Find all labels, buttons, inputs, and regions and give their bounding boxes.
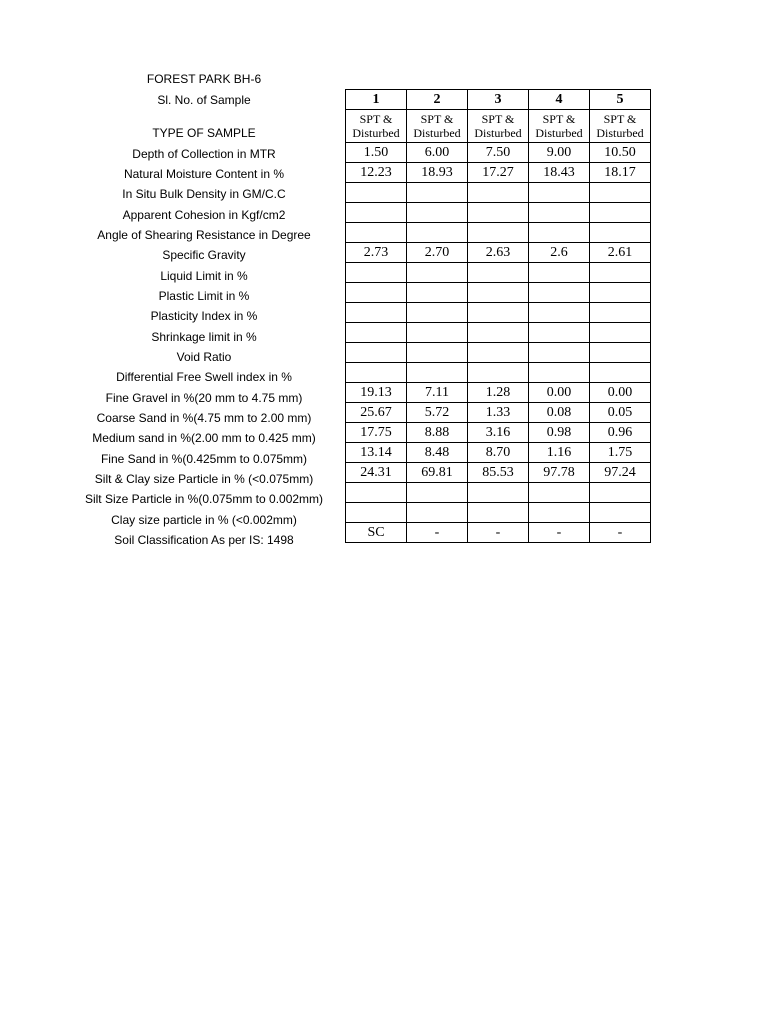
table-row <box>346 503 651 523</box>
table-cell <box>529 203 590 223</box>
row-label: Natural Moisture Content in % <box>123 167 285 181</box>
report-title: FOREST PARK BH-6 <box>146 72 262 86</box>
row-label: Plastic Limit in % <box>158 289 250 303</box>
table-cell: - <box>529 523 590 543</box>
table-cell <box>468 303 529 323</box>
table-cell <box>468 503 529 523</box>
sample-type-line1: SPT & <box>481 112 515 126</box>
table-cell: 24.31 <box>346 463 407 483</box>
table-cell <box>529 183 590 203</box>
table-cell: 8.88 <box>407 423 468 443</box>
table-cell: 0.96 <box>590 423 651 443</box>
table-cell <box>529 483 590 503</box>
table-cell: - <box>468 523 529 543</box>
row-label: Silt Size Particle in %(0.075mm to 0.002mm) <box>84 492 324 506</box>
row-label: Medium sand in %(2.00 mm to 0.425 mm) <box>92 431 316 445</box>
table-cell: 6.00 <box>407 143 468 163</box>
sample-type-cell <box>529 110 590 143</box>
table-cell: 1.16 <box>529 443 590 463</box>
table-cell: 1.75 <box>590 443 651 463</box>
sample-type-cell <box>346 110 407 143</box>
table-cell: - <box>407 523 468 543</box>
table-cell: 5.72 <box>407 403 468 423</box>
table-cell <box>590 483 651 503</box>
table-cell <box>346 263 407 283</box>
table-row <box>346 523 651 543</box>
sample-type-line1: SPT & <box>359 112 393 126</box>
table-row <box>346 203 651 223</box>
table-row <box>346 403 651 423</box>
table-cell: 2.70 <box>407 243 468 263</box>
table-row <box>346 423 651 443</box>
results-table <box>345 89 651 543</box>
table-cell: 2.63 <box>468 243 529 263</box>
sample-type-line2: Disturbed <box>474 126 522 140</box>
table-row <box>346 283 651 303</box>
table-cell: 1.50 <box>346 143 407 163</box>
table-cell <box>468 283 529 303</box>
table-cell <box>529 263 590 283</box>
table-cell <box>346 363 407 383</box>
sample-type-line2: Disturbed <box>352 126 400 140</box>
sample-number-cell: 1 <box>346 90 407 110</box>
table-row <box>346 223 651 243</box>
table-cell: 9.00 <box>529 143 590 163</box>
table-cell: 0.05 <box>590 403 651 423</box>
table-cell: 85.53 <box>468 463 529 483</box>
row-label: Plasticity Index in % <box>150 309 258 323</box>
table-cell: 2.61 <box>590 243 651 263</box>
sample-type-row <box>346 110 651 143</box>
table-cell: 17.27 <box>468 163 529 183</box>
sample-type-cell <box>407 110 468 143</box>
row-label: Clay size particle in % (<0.002mm) <box>111 513 297 527</box>
row-label: Shrinkage limit in % <box>151 330 257 344</box>
table-cell: 12.23 <box>346 163 407 183</box>
row-label: Coarse Sand in %(4.75 mm to 2.00 mm) <box>96 411 312 425</box>
table-cell <box>529 303 590 323</box>
sample-type-line2: Disturbed <box>413 126 461 140</box>
table-cell <box>407 323 468 343</box>
table-cell: 2.6 <box>529 243 590 263</box>
row-label: Sl. No. of Sample <box>157 93 251 107</box>
table-cell: 18.43 <box>529 163 590 183</box>
table-row <box>346 303 651 323</box>
sample-number-cell: 4 <box>529 90 590 110</box>
table-cell: 17.75 <box>346 423 407 443</box>
table-cell <box>590 323 651 343</box>
table-cell <box>407 283 468 303</box>
row-label: Apparent Cohesion in Kgf/cm2 <box>122 208 286 222</box>
table-cell <box>346 203 407 223</box>
table-cell <box>590 283 651 303</box>
table-row <box>346 163 651 183</box>
table-cell: 19.13 <box>346 383 407 403</box>
table-cell <box>468 483 529 503</box>
row-label: Specific Gravity <box>162 248 246 262</box>
table-cell <box>590 203 651 223</box>
table-cell: 2.73 <box>346 243 407 263</box>
sample-number-row <box>346 90 651 110</box>
table-cell: 25.67 <box>346 403 407 423</box>
table-cell <box>590 263 651 283</box>
table-cell <box>590 363 651 383</box>
table-cell <box>590 503 651 523</box>
table-cell: 97.78 <box>529 463 590 483</box>
table-cell <box>407 363 468 383</box>
table-cell <box>590 183 651 203</box>
sample-type-line2: Disturbed <box>535 126 583 140</box>
table-cell: 13.14 <box>346 443 407 463</box>
table-cell: 7.50 <box>468 143 529 163</box>
sample-type-line1: SPT & <box>542 112 576 126</box>
table-cell <box>468 203 529 223</box>
table-cell <box>346 483 407 503</box>
row-label: Fine Sand in %(0.425mm to 0.075mm) <box>100 452 308 466</box>
table-cell: 69.81 <box>407 463 468 483</box>
table-cell <box>529 223 590 243</box>
row-label: Fine Gravel in %(20 mm to 4.75 mm) <box>105 391 303 405</box>
table-cell: 7.11 <box>407 383 468 403</box>
sample-type-line2: Disturbed <box>596 126 644 140</box>
row-label: Differential Free Swell index in % <box>116 370 292 384</box>
table-cell <box>529 503 590 523</box>
table-cell <box>468 263 529 283</box>
table-cell: 0.00 <box>590 383 651 403</box>
table-cell <box>468 183 529 203</box>
row-label: Silt & Clay size Particle in % (<0.075mm) <box>94 472 314 486</box>
table-cell: 10.50 <box>590 143 651 163</box>
table-cell <box>529 363 590 383</box>
value-rows <box>346 143 651 543</box>
table-cell: 18.17 <box>590 163 651 183</box>
sample-type-line1: SPT & <box>603 112 637 126</box>
table-cell <box>468 323 529 343</box>
table-cell <box>407 263 468 283</box>
table-cell <box>346 183 407 203</box>
table-cell <box>407 223 468 243</box>
table-cell <box>346 323 407 343</box>
table-cell <box>346 283 407 303</box>
row-label: TYPE OF SAMPLE <box>152 126 256 140</box>
table-cell <box>407 303 468 323</box>
table-row <box>346 243 651 263</box>
sample-type-line1: SPT & <box>420 112 454 126</box>
sample-number-cell: 2 <box>407 90 468 110</box>
table-row <box>346 483 651 503</box>
sample-type-cell <box>590 110 651 143</box>
row-label: Liquid Limit in % <box>160 269 248 283</box>
table-cell: 97.24 <box>590 463 651 483</box>
table-cell: SC <box>346 523 407 543</box>
table-row <box>346 183 651 203</box>
table-cell <box>590 303 651 323</box>
table-cell <box>346 223 407 243</box>
table-cell <box>407 183 468 203</box>
table-cell <box>590 223 651 243</box>
table-row <box>346 323 651 343</box>
table-cell <box>590 343 651 363</box>
table-cell: 0.08 <box>529 403 590 423</box>
table-cell: 0.98 <box>529 423 590 443</box>
table-cell: - <box>590 523 651 543</box>
table-cell <box>407 343 468 363</box>
sample-number-cell: 5 <box>590 90 651 110</box>
table-row <box>346 363 651 383</box>
table-cell <box>529 283 590 303</box>
row-label: Depth of Collection in MTR <box>132 147 276 161</box>
table-row <box>346 463 651 483</box>
table-cell <box>468 223 529 243</box>
table-cell: 0.00 <box>529 383 590 403</box>
table-cell <box>407 503 468 523</box>
table-cell: 1.28 <box>468 383 529 403</box>
table-cell <box>346 503 407 523</box>
table-row <box>346 343 651 363</box>
sample-type-cell <box>468 110 529 143</box>
table-cell: 8.70 <box>468 443 529 463</box>
sample-number-cell: 3 <box>468 90 529 110</box>
table-row <box>346 443 651 463</box>
row-label: In Situ Bulk Density in GM/C.C <box>122 187 286 201</box>
row-label: Soil Classification As per IS: 1498 <box>114 533 294 547</box>
table-row <box>346 383 651 403</box>
table-cell <box>407 203 468 223</box>
table-cell: 3.16 <box>468 423 529 443</box>
row-label: Angle of Shearing Resistance in Degree <box>97 228 311 242</box>
table-row <box>346 143 651 163</box>
table-cell <box>468 343 529 363</box>
table-cell <box>529 343 590 363</box>
table-cell <box>346 303 407 323</box>
table-cell <box>529 323 590 343</box>
table-row <box>346 263 651 283</box>
table-cell <box>407 483 468 503</box>
table-cell: 1.33 <box>468 403 529 423</box>
table-cell <box>346 343 407 363</box>
table-cell: 18.93 <box>407 163 468 183</box>
row-label: Void Ratio <box>176 350 232 364</box>
table-cell <box>468 363 529 383</box>
table-cell: 8.48 <box>407 443 468 463</box>
